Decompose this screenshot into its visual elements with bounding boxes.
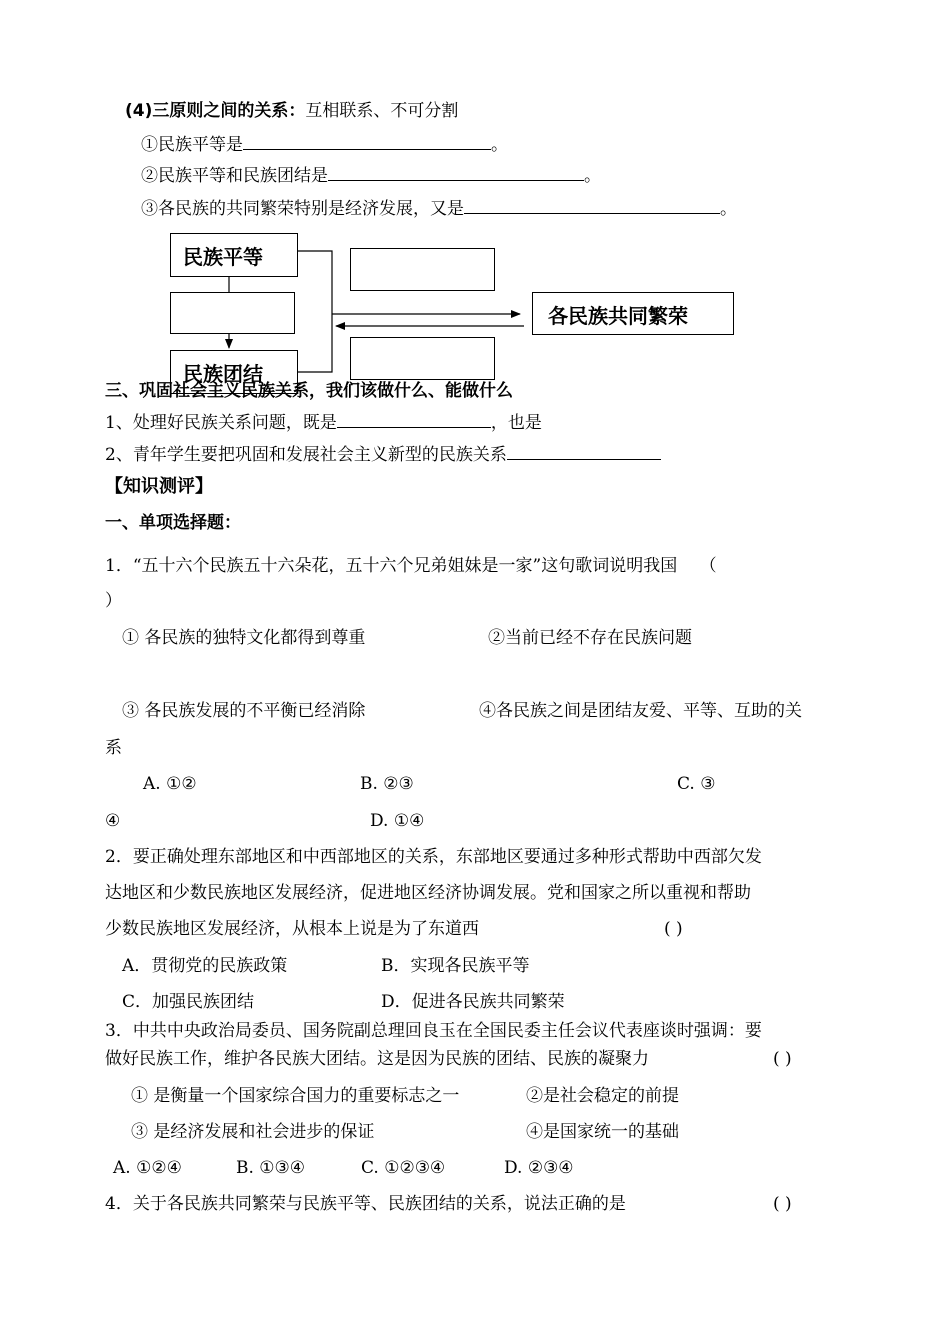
box-equality xyxy=(170,233,298,277)
q2-answer-paren[interactable]: ( ) xyxy=(664,919,683,939)
q4-answer-paren[interactable]: ( ) xyxy=(773,1194,792,1214)
fill-blank[interactable] xyxy=(337,411,491,428)
q3-option-3: ③ 是经济发展和社会进步的保证 xyxy=(131,1122,375,1142)
section4-heading: (4)三原则之间的关系： xyxy=(125,101,306,121)
q1-option-1: ① 各民族的独特文化都得到尊重 xyxy=(122,628,366,648)
q2-stem-3: 少数民族地区发展经济，从根本上说是为了东道西 xyxy=(105,919,479,939)
q3-stem-2: 做好民族工作，维护各民族大团结。这是因为民族的团结、民族的凝聚力 xyxy=(105,1049,649,1069)
q1-option-4: ④各民族之间是团结友爱、平等、互助的关 xyxy=(479,701,802,721)
q1-choice-a[interactable]: A. ①② xyxy=(143,774,197,794)
empty-box-left[interactable] xyxy=(170,292,295,334)
fill-blank[interactable] xyxy=(507,443,661,460)
box-prosperity-label: 各民族共同繁荣 xyxy=(548,304,688,328)
q3-stem-1: 3．中共中央政治局委员、国务院副总理回良玉在全国民委主任会议代表座谈时强调：要 xyxy=(105,1021,762,1041)
q1-option-3: ③ 各民族发展的不平衡已经消除 xyxy=(122,701,366,721)
section3-q1 xyxy=(105,411,542,434)
test-title: 【知识测评】 xyxy=(105,476,213,497)
q2-choice-a[interactable]: A．贯彻党的民族政策 xyxy=(122,956,288,976)
q3-option-2: ②是社会稳定的前提 xyxy=(526,1086,679,1106)
q1-option-2: ②当前已经不存在民族问题 xyxy=(488,628,692,648)
q3-choice-b[interactable]: B. ①③④ xyxy=(236,1158,306,1178)
q3-answer-paren[interactable]: ( ) xyxy=(773,1049,792,1069)
q3-choice-d[interactable]: D. ②③④ xyxy=(504,1158,574,1178)
item-end: 。 xyxy=(584,166,601,186)
q4-stem: 4．关于各民族共同繁荣与民族平等、民族团结的关系，说法正确的是 xyxy=(105,1194,626,1214)
empty-box-top[interactable] xyxy=(350,248,495,291)
q2-stem-1: 2．要正确处理东部地区和中西部地区的关系，东部地区要通过多种形式帮助中西部欠发 xyxy=(105,847,762,867)
item-text: ①民族平等是 xyxy=(141,135,243,155)
item-text: ②民族平等和民族团结是 xyxy=(141,166,328,186)
q1-choice-c[interactable]: C. ③ xyxy=(677,774,716,794)
box-unity-label: 民族团结 xyxy=(183,362,263,386)
q1-option-4-cont: 系 xyxy=(105,738,122,758)
q3-option-1: ① 是衡量一个国家综合国力的重要标志之一 xyxy=(131,1086,460,1106)
q-text: 1、处理好民族关系问题，既是 xyxy=(105,413,337,433)
q1-stem-cont: ） xyxy=(105,591,122,611)
q-text-end: ，也是 xyxy=(490,413,542,433)
box-equality-label: 民族平等 xyxy=(183,245,263,269)
item-text: ③各民族的共同繁荣特别是经济发展，又是 xyxy=(141,199,464,219)
q3-choice-c[interactable]: C. ①②③④ xyxy=(361,1158,446,1178)
q1-choice-c-cont: ④ xyxy=(105,811,121,831)
q1-choice-b[interactable]: B. ②③ xyxy=(360,774,414,794)
section3-q2 xyxy=(105,443,661,466)
q2-choice-d[interactable]: D．促进各民族共同繁荣 xyxy=(381,992,565,1012)
q-text: 2、青年学生要把巩固和发展社会主义新型的民族关系 xyxy=(105,445,507,465)
section3-heading: 三、巩固社会主义民族关系，我们该做什么、能做什么 xyxy=(105,381,513,401)
q3-choice-a[interactable]: A. ①②④ xyxy=(113,1158,182,1178)
box-prosperity xyxy=(532,292,734,335)
q1-stem: 1．“五十六个民族五十六朵花，五十六个兄弟姐妹是一家”这句歌词说明我国 （ xyxy=(105,556,717,576)
q1-choice-d[interactable]: D. ①④ xyxy=(370,811,425,831)
empty-box-bottom[interactable] xyxy=(350,337,495,380)
section4-heading-rest: 互相联系、不可分割 xyxy=(305,101,459,121)
q2-choice-b[interactable]: B．实现各民族平等 xyxy=(381,956,530,976)
q2-choice-c[interactable]: C．加强民族团结 xyxy=(122,992,255,1012)
q2-stem-2: 达地区和少数民族地区发展经济，促进地区经济协调发展。党和国家之所以重视和帮助 xyxy=(105,883,751,903)
q3-option-4: ④是国家统一的基础 xyxy=(526,1122,679,1142)
test-subtitle: 一、单项选择题： xyxy=(105,513,241,533)
item-end: 。 xyxy=(491,135,508,155)
bracket-line xyxy=(297,251,332,372)
item-end: 。 xyxy=(720,199,737,219)
